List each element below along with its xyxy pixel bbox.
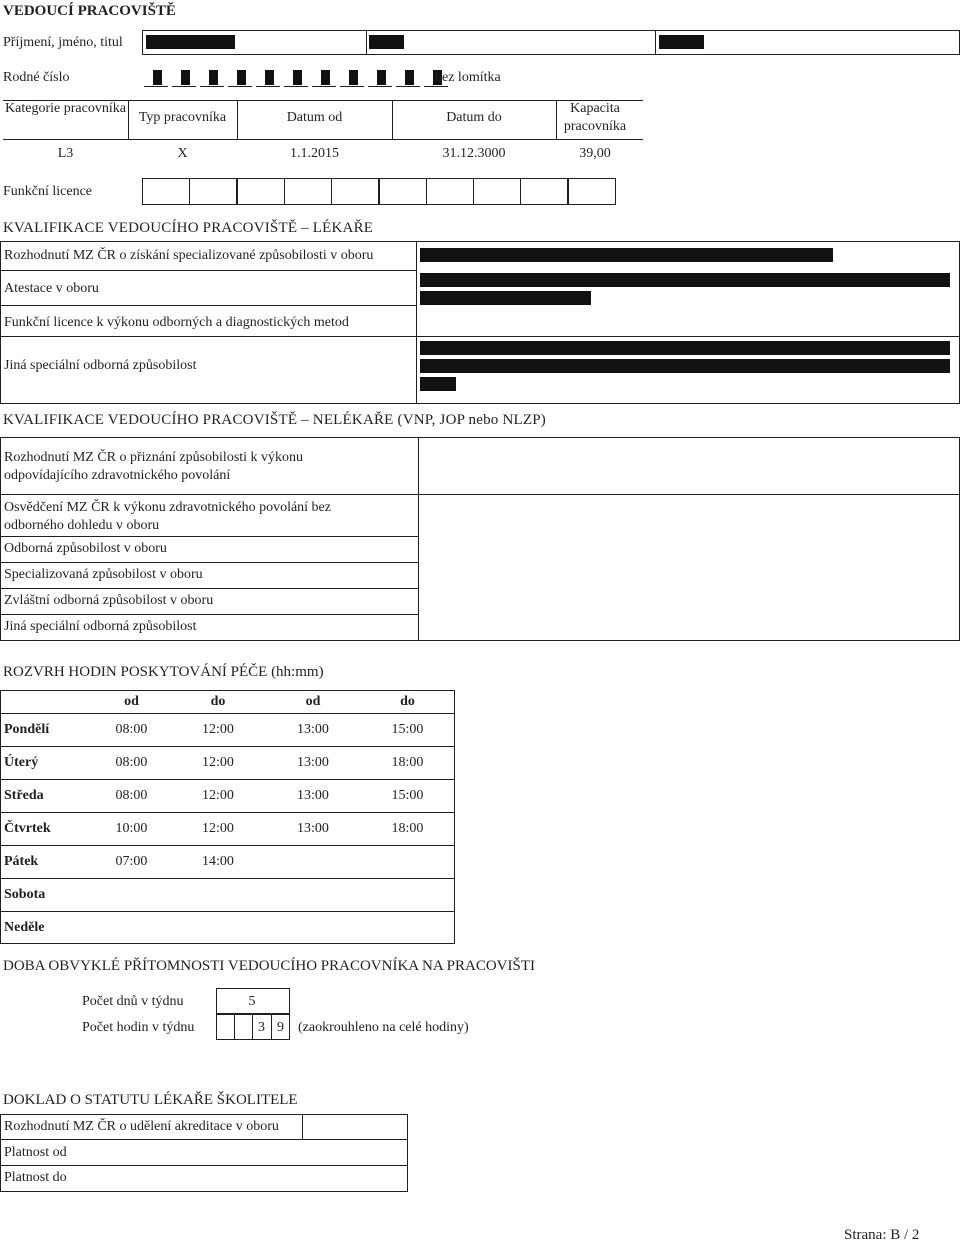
schedule-day: Sobota [4,887,46,902]
licence-digit-box[interactable] [426,178,474,205]
page-number: Strana: B / 2 [844,1227,920,1243]
schedule-day: Pátek [4,854,39,869]
value-datum-od: 1.1.2015 [290,146,339,161]
licence-digit-box[interactable] [568,178,616,205]
schedule-row-line [0,812,455,813]
days-per-week-label: Počet dnů v týdnu [82,994,184,1009]
birth-digit-baseline [312,86,336,87]
redaction-specialization [420,248,833,262]
schedule-time[interactable]: 15:00 [391,788,424,803]
licence-digit-box[interactable] [142,178,190,205]
nondoctor-row-special: Zvláštní odborná způsobilost v oboru [4,593,214,608]
schedule-time[interactable]: 14:00 [202,854,234,869]
schedule-day: Čtvrtek [4,821,51,836]
nondoctor-row-specialized: Specializovaná způsobilost v oboru [4,567,203,582]
schedule-time[interactable]: 08:00 [115,755,148,770]
schedule-day: Středa [4,788,44,803]
redaction-attestation-1 [420,273,950,287]
schedule-time[interactable]: 08:00 [115,788,148,803]
redaction-birth-digit [153,70,162,85]
value-kapacita: 39,00 [579,146,611,161]
schedule-day: Neděle [4,920,45,935]
birth-digit-baseline [396,86,420,87]
hours-per-week-label: Počet hodin v týdnu [82,1020,195,1035]
section-title-doctor: KVALIFIKACE VEDOUCÍHO PRACOVIŠTĚ – LÉKAŘE [3,220,374,236]
schedule-row-line [0,845,455,846]
nondoctor-row-line [0,494,960,495]
trainer-row-line [0,1165,408,1166]
birth-digit-baseline [172,86,196,87]
redaction-firstname [369,35,404,49]
section-title-presence: DOBA OBVYKLÉ PŘÍTOMNOSTI VEDOUCÍHO PRACOVNÍKA NA PRACOVIŠTI [3,958,535,974]
days-per-week-value: 5 [248,994,256,1009]
redaction-birth-digit [349,70,358,85]
redaction-surname [146,35,235,49]
doctor-row-line [0,270,416,271]
redaction-birth-digit [209,70,218,85]
name-divider-1 [366,30,367,55]
doctor-row-attestation: Atestace v oboru [4,281,99,296]
schedule-header-od: od [305,694,321,709]
licence-digit-box[interactable] [331,178,379,205]
section-title-nondoctor: KVALIFIKACE VEDOUCÍHO PRACOVIŠTĚ – NELÉKAŘE (VNP, JOP nebo NLZP) [3,412,546,428]
nondoctor-table-divider [418,437,419,641]
redaction-birth-digit [321,70,330,85]
birth-digit-baseline [200,86,224,87]
redaction-other-3 [420,377,456,391]
schedule-day: Úterý [4,755,39,770]
birth-digit-baseline [340,86,364,87]
redaction-birth-digit [293,70,302,85]
schedule-time[interactable]: 18:00 [391,755,424,770]
name-divider-2 [655,30,656,55]
schedule-header-do: do [400,694,415,709]
hours-digit-2: 3 [258,1020,265,1035]
schedule-header-do: do [210,694,226,709]
schedule-row-line [0,713,455,714]
doctor-row-specialization: Rozhodnutí MZ ČR o získání specializované způsobilosti v oboru [4,248,374,263]
licence-digit-box[interactable] [189,178,237,205]
schedule-time[interactable]: 08:00 [115,722,148,737]
doctor-row-line [0,336,960,337]
trainer-row-valid-to: Platnost do [4,1170,67,1185]
schedule-time[interactable]: 12:00 [202,722,234,737]
birth-digit-baseline [368,86,392,87]
licence-label: Funkční licence [3,184,93,199]
schedule-time[interactable]: 10:00 [115,821,148,836]
name-field[interactable] [142,30,960,55]
redaction-birth-digit [265,70,274,85]
trainer-row-valid-from: Platnost od [4,1145,67,1160]
doctor-row-line [0,305,416,306]
birth-digit-baseline [144,86,168,87]
col-typ: Typ pracovníka [138,110,227,125]
schedule-time[interactable]: 12:00 [202,821,234,836]
name-label: Příjmení, jméno, titul [3,35,123,50]
birth-digit-baseline [284,86,308,87]
redaction-birth-digit [181,70,190,85]
redaction-birth-digit [405,70,414,85]
licence-digit-box[interactable] [379,178,427,205]
value-datum-do: 31.12.3000 [442,146,506,161]
col-datum-do: Datum do [446,110,502,125]
nondoctor-row-other: Jiná speciální odborná způsobilost [4,619,197,634]
schedule-row-line [0,746,455,747]
doctor-row-licence: Funkční licence k výkonu odborných a diagnostických metod [4,315,349,330]
schedule-row-line [0,878,455,879]
schedule-time[interactable]: 12:00 [202,788,234,803]
schedule-header-od: od [124,694,139,709]
schedule-time[interactable]: 12:00 [202,755,234,770]
schedule-time[interactable]: 18:00 [391,821,424,836]
nondoctor-row-decision: Rozhodnutí MZ ČR o přiznání způsobilosti k výkonu odpovídajícího zdravotnického povolání [4,450,304,483]
birth-digit-baseline [256,86,280,87]
hours-digit-3: 9 [277,1020,284,1035]
redaction-other-1 [420,341,950,355]
schedule-row-line [0,779,455,780]
licence-digit-box[interactable] [520,178,568,205]
licence-digit-box[interactable] [284,178,332,205]
redaction-birth-digit [237,70,246,85]
nondoctor-row-line [0,614,418,615]
schedule-day: Pondělí [4,722,50,737]
schedule-time[interactable]: 13:00 [297,722,329,737]
section-title-head: VEDOUCÍ PRACOVIŠTĚ [3,3,176,19]
category-bottom-line [3,139,643,140]
schedule-time[interactable]: 13:00 [297,755,329,770]
nondoctor-row-line [0,562,418,563]
schedule-time[interactable]: 15:00 [391,722,424,737]
redaction-title [659,35,704,49]
trainer-row-accreditation: Rozhodnutí MZ ČR o udělení akreditace v oboru [4,1119,279,1134]
nondoctor-row-professional: Odborná způsobilost v oboru [4,541,167,556]
nondoctor-row-certificate: Osvědčení MZ ČR k výkonu zdravotnického povolání bez odborného dohledu v oboru [4,500,331,533]
birth-label: Rodné číslo [3,70,70,85]
col-datum-od: Datum od [286,110,343,125]
schedule-row-line [0,911,455,912]
redaction-other-2 [420,359,950,373]
section-title-trainer: DOKLAD O STATUTU LÉKAŘE ŠKOLITELE [3,1092,298,1108]
doctor-table-divider [416,241,417,404]
section-title-schedule: ROZVRH HODIN POSKYTOVÁNÍ PÉČE (hh:mm) [3,664,324,680]
redaction-birth-digit [377,70,386,85]
schedule-time[interactable]: 13:00 [297,788,329,803]
birth-digit-baseline [424,86,448,87]
redaction-attestation-2 [420,291,591,305]
licence-digit-box[interactable] [237,178,285,205]
licence-digit-box[interactable] [473,178,521,205]
schedule-time[interactable]: 07:00 [115,854,148,869]
nondoctor-row-line [0,536,418,537]
schedule-time[interactable]: 13:00 [297,821,329,836]
col-kategorie: Kategorie pracovníka [5,101,126,116]
nondoctor-row-line [0,588,418,589]
hours-digit-divider [234,1014,235,1040]
trainer-divider [302,1114,303,1140]
birth-note: bez lomítka [435,70,501,85]
birth-digit-baseline [228,86,252,87]
col-kapacita: Kapacita pracovníka [563,101,627,134]
value-kategorie: L3 [57,146,74,161]
doctor-row-other: Jiná speciální odborná způsobilost [4,358,197,373]
hours-note: (zaokrouhleno na celé hodiny) [298,1020,469,1035]
value-typ: X [177,146,188,161]
trainer-row-line [0,1139,408,1140]
